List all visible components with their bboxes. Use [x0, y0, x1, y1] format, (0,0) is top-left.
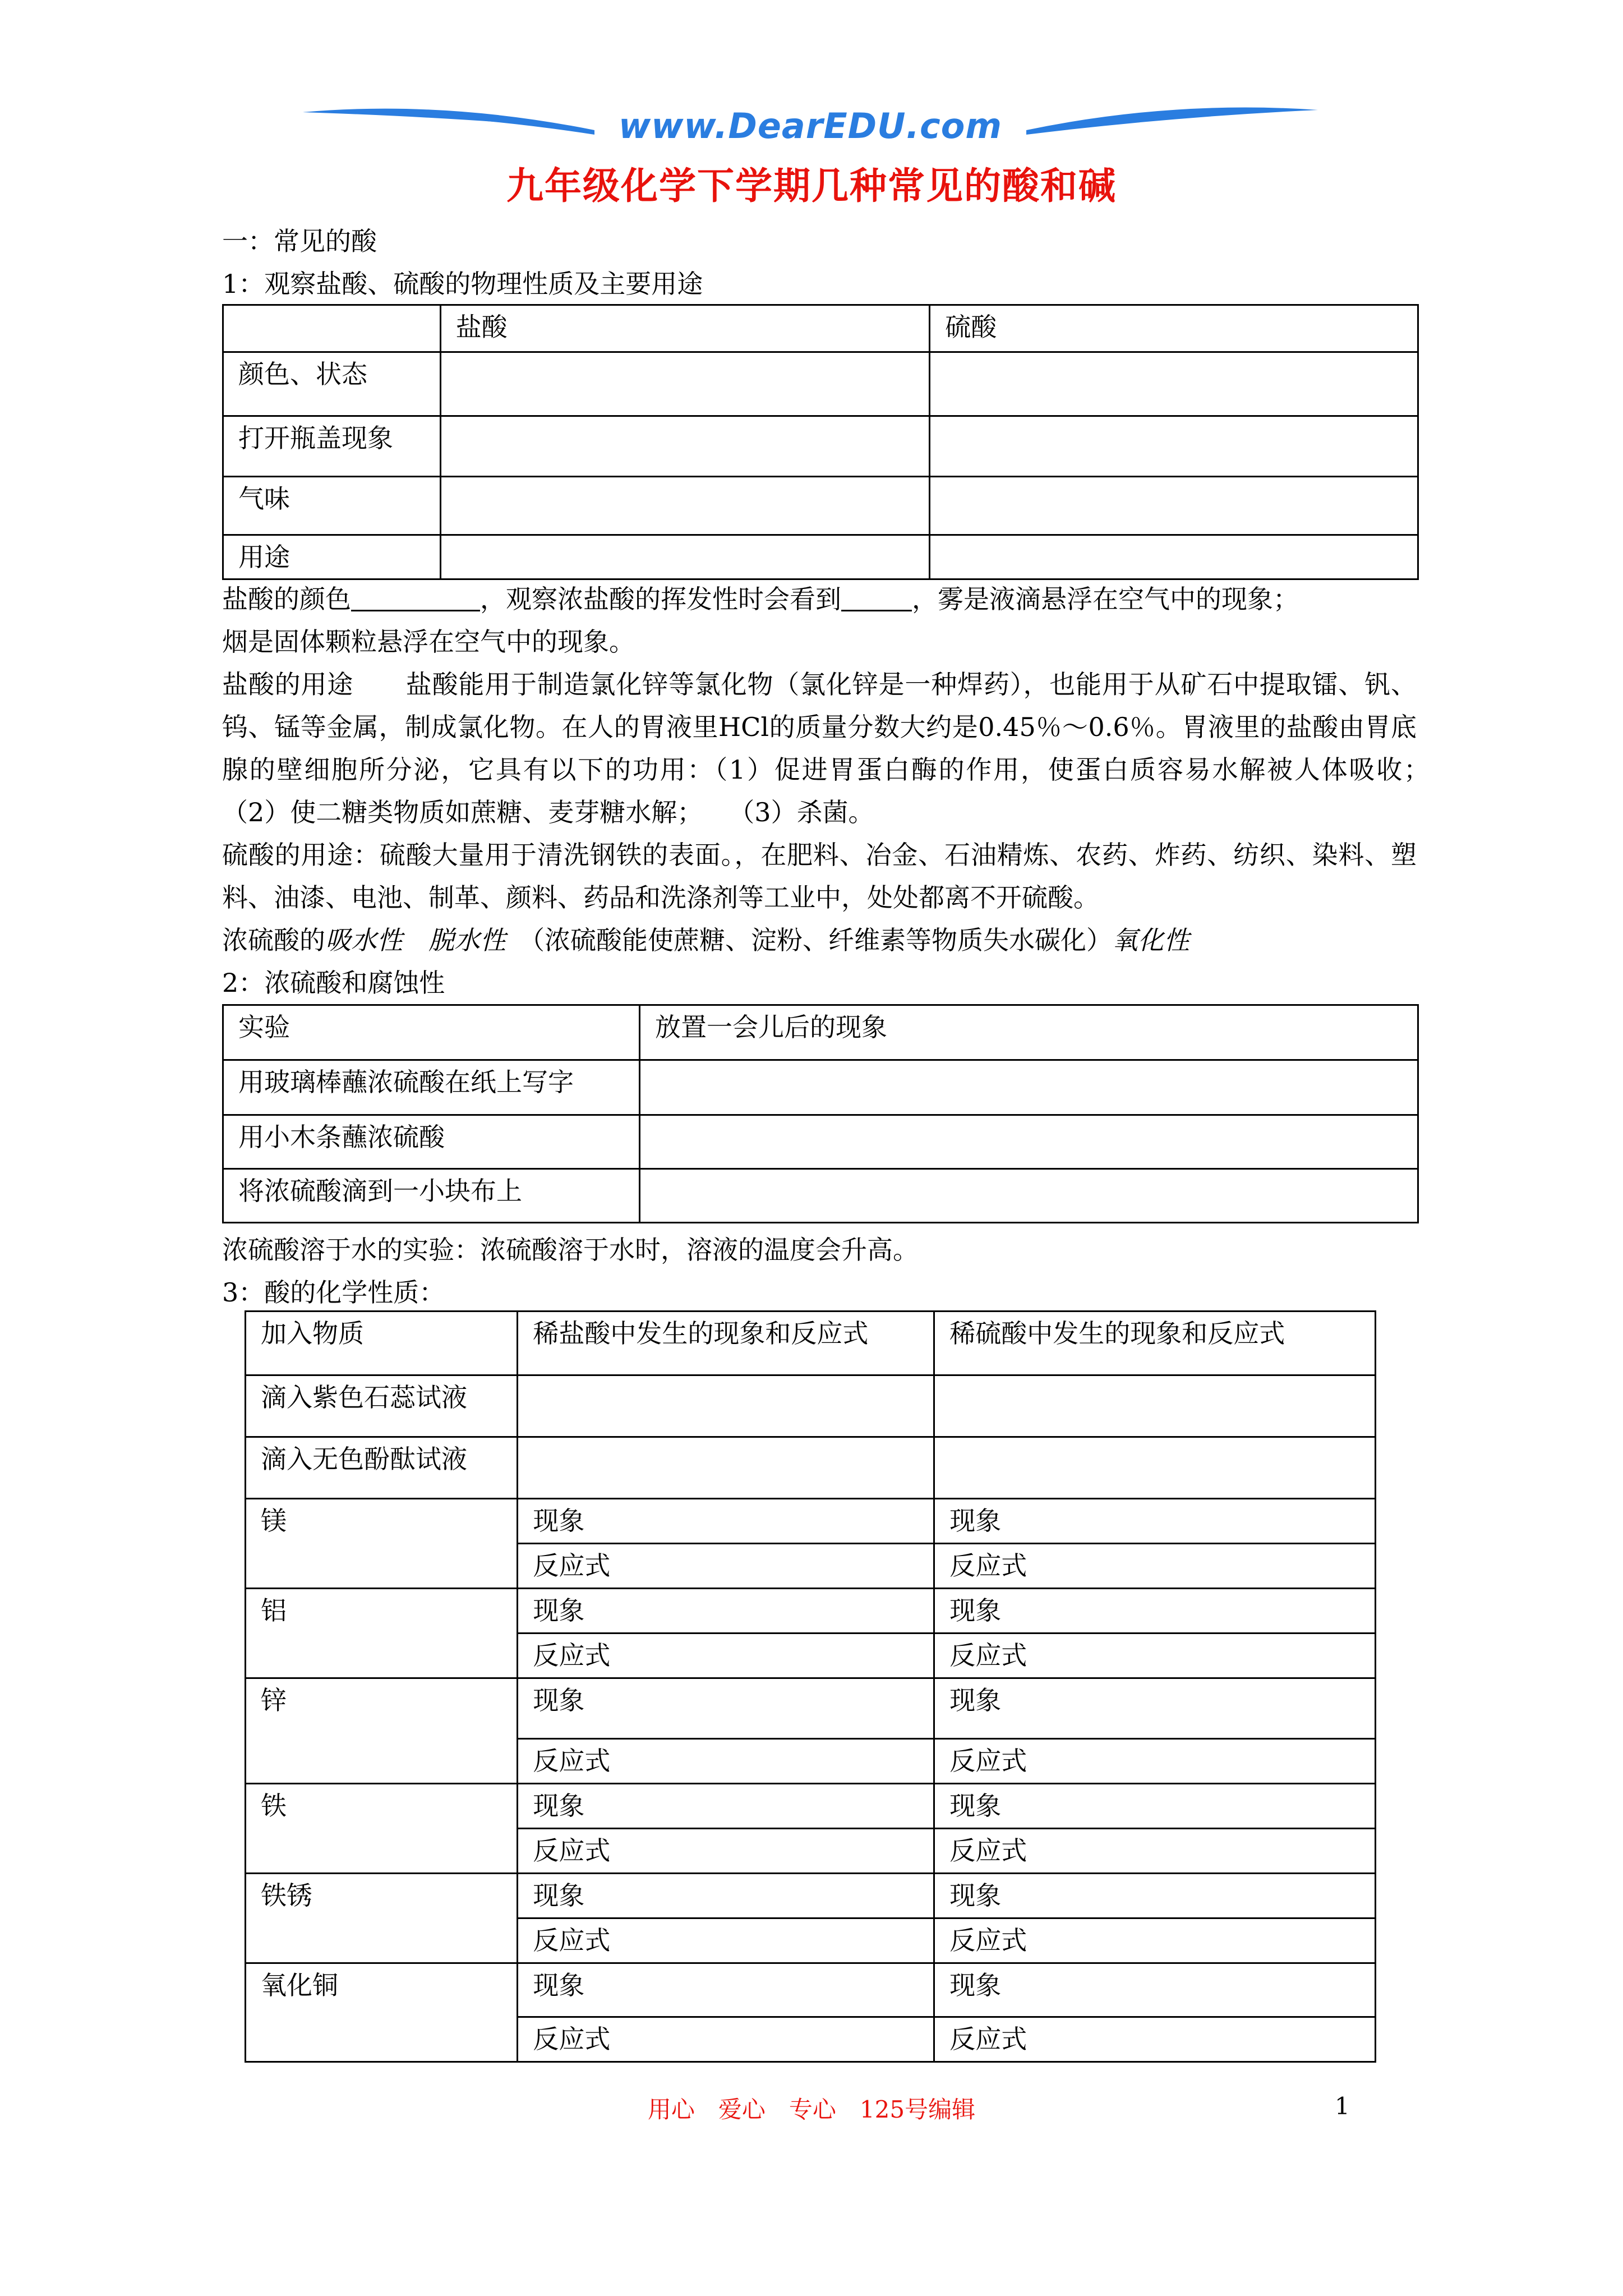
table-header-row — [223, 305, 1418, 352]
table-row — [223, 535, 1418, 579]
phenomenon-cell: 现象 — [934, 1678, 1376, 1739]
equation-cell: 反应式 — [934, 1634, 1376, 1678]
equation-cell: 反应式 — [518, 1634, 934, 1678]
concentrated-acid-properties — [222, 919, 1189, 961]
empty-cell — [518, 1437, 934, 1499]
table-row — [246, 1874, 1376, 1918]
phenomenon-cell: 现象 — [518, 1874, 934, 1918]
row-label: 用玻璃棒蘸浓硫酸在纸上写字 — [223, 1060, 640, 1115]
table-header-cell: 硫酸 — [930, 305, 1418, 352]
site-url: www.DearEDU.com — [618, 105, 1002, 146]
table-row — [223, 416, 1418, 477]
dissolving-experiment-note: 浓硫酸溶于水的实验：浓硫酸溶于水时，溶液的温度会升高。 — [222, 1235, 919, 1265]
hcl-uses-paragraph: 盐酸的用途 盐酸能用于制造氯化锌等氯化物（氯化锌是一种焊药），也能用于从矿石中提取镭、钒、钨、锰等金属，制成氯化物。在人的胃液里HCl的质量分数大约是0.45％～0.6％。胃液里的盐酸由胃底腺的壁细胞所分泌，它具有以下的功用：（1）促进胃蛋白酶的作用，使蛋白质容易水解被人体吸收； （2）使二糖类物质如蔗糖、麦芽糖水解； （3）杀菌。 — [222, 669, 1468, 827]
text-fragment: 盐酸的颜色 — [222, 584, 351, 614]
table-header-cell: 放置一会儿后的现象 — [640, 1005, 1418, 1060]
phenomenon-cell: 现象 — [934, 1784, 1376, 1829]
table-row — [223, 1169, 1418, 1223]
empty-cell — [440, 477, 930, 535]
empty-cell — [640, 1060, 1418, 1115]
phenomenon-cell: 现象 — [518, 1678, 934, 1739]
table-header-cell: 稀硫酸中发生的现象和反应式 — [934, 1312, 1376, 1375]
table-row — [223, 352, 1418, 416]
row-label: 滴入无色酚酞试液 — [246, 1437, 518, 1499]
table-header-cell: 稀盐酸中发生的现象和反应式 — [518, 1312, 934, 1375]
table-row — [246, 1437, 1376, 1499]
row-label: 将浓硫酸滴到一小块布上 — [223, 1169, 640, 1223]
table-header-cell: 实验 — [223, 1005, 640, 1060]
chemical-properties-table — [245, 1310, 1376, 2063]
property-term: 脱水性 — [428, 925, 506, 955]
phenomenon-cell: 现象 — [934, 1874, 1376, 1918]
blank-answer-line — [351, 582, 480, 611]
equation-cell: 反应式 — [518, 1918, 934, 1963]
page-footer: 用心 爱心 专心 125号编辑 — [647, 2096, 976, 2123]
row-label: 用小木条蘸浓硫酸 — [223, 1115, 640, 1169]
empty-cell — [930, 352, 1418, 416]
substance-label: 氧化铜 — [246, 1963, 518, 2062]
empty-cell — [440, 352, 930, 416]
table-row — [246, 1589, 1376, 1634]
row-label: 用途 — [223, 535, 441, 579]
site-logo — [303, 95, 1318, 163]
table-row — [223, 1115, 1418, 1169]
substance-label: 镁 — [246, 1499, 518, 1589]
page-title: 九年级化学下学期几种常见的酸和碱 — [506, 164, 1117, 208]
phenomenon-cell: 现象 — [518, 1499, 934, 1544]
table-header-cell: 加入物质 — [246, 1312, 518, 1375]
section-heading-acids: 一：常见的酸 — [222, 226, 377, 256]
section-heading-chemical-properties: 3：酸的化学性质： — [222, 1277, 445, 1308]
corrosion-table — [222, 1004, 1419, 1223]
equation-cell: 反应式 — [934, 1829, 1376, 1874]
table-row — [223, 477, 1418, 535]
equation-cell: 反应式 — [934, 2017, 1376, 2062]
table-row — [246, 1499, 1376, 1544]
empty-cell — [440, 535, 930, 579]
empty-cell — [934, 1375, 1376, 1437]
substance-label: 铁锈 — [246, 1874, 518, 1963]
text-fragment: 浓硫酸的 — [222, 925, 325, 955]
table-header-cell: 盐酸 — [440, 305, 930, 352]
phenomenon-cell: 现象 — [934, 1499, 1376, 1544]
empty-cell — [934, 1437, 1376, 1499]
property-term: 氧化性 — [1112, 925, 1189, 955]
fill-in-line — [222, 578, 1299, 620]
equation-cell: 反应式 — [934, 1918, 1376, 1963]
table-row — [246, 1375, 1376, 1437]
h2so4-uses-paragraph: 硫酸的用途：硫酸大量用于清洗钢铁的表面。，在肥料、冶金、石油精炼、农药、炸药、纺织、染料、塑料、油漆、电池、制革、颜料、药品和洗涤剂等工业中，处处都离不开硫酸。 — [222, 840, 1417, 913]
substance-label: 铁 — [246, 1784, 518, 1874]
table-row — [246, 1963, 1376, 2017]
text-fragment: ，观察浓盐酸的挥发性时会看到 — [480, 584, 841, 614]
substance-label: 锌 — [246, 1678, 518, 1784]
equation-cell: 反应式 — [934, 1739, 1376, 1784]
row-label: 滴入紫色石蕊试液 — [246, 1375, 518, 1437]
empty-cell — [930, 535, 1418, 579]
empty-cell — [440, 416, 930, 477]
subheading-physical-properties: 1：观察盐酸、硫酸的物理性质及主要用途 — [222, 269, 703, 299]
blank-answer-line — [841, 582, 912, 611]
empty-cell — [930, 416, 1418, 477]
equation-cell: 反应式 — [518, 1829, 934, 1874]
phenomenon-cell: 现象 — [518, 1963, 934, 2017]
row-label: 气味 — [223, 477, 441, 535]
empty-cell — [640, 1115, 1418, 1169]
table-header-cell — [223, 305, 441, 352]
section-heading-corrosive: 2：浓硫酸和腐蚀性 — [222, 968, 445, 998]
smoke-definition: 烟是固体颗粒悬浮在空气中的现象。 — [222, 627, 635, 657]
table-row — [223, 1060, 1418, 1115]
empty-cell — [930, 477, 1418, 535]
text-fragment: ，雾是液滴悬浮在空气中的现象； — [912, 584, 1299, 614]
phenomenon-cell: 现象 — [518, 1589, 934, 1634]
property-term: 吸水性 — [325, 925, 403, 955]
row-label: 打开瓶盖现象 — [223, 416, 441, 477]
page-number: 1 — [1335, 2092, 1350, 2120]
equation-cell: 反应式 — [934, 1544, 1376, 1589]
empty-cell — [640, 1169, 1418, 1223]
equation-cell: 反应式 — [518, 1544, 934, 1589]
phenomenon-cell: 现象 — [934, 1963, 1376, 2017]
empty-cell — [518, 1375, 934, 1437]
table-row — [246, 1784, 1376, 1829]
equation-cell: 反应式 — [518, 1739, 934, 1784]
phenomenon-cell: 现象 — [518, 1784, 934, 1829]
table-row — [246, 1678, 1376, 1739]
text-fragment: （浓硫酸能使蔗糖、淀粉、纤维素等物质失水碳化） — [532, 925, 1112, 955]
table-header-row — [223, 1005, 1418, 1060]
table-header-row — [246, 1312, 1376, 1375]
substance-label: 铝 — [246, 1589, 518, 1678]
physical-properties-table — [222, 304, 1419, 580]
equation-cell: 反应式 — [518, 2017, 934, 2062]
row-label: 颜色、状态 — [223, 352, 441, 416]
phenomenon-cell: 现象 — [934, 1589, 1376, 1634]
